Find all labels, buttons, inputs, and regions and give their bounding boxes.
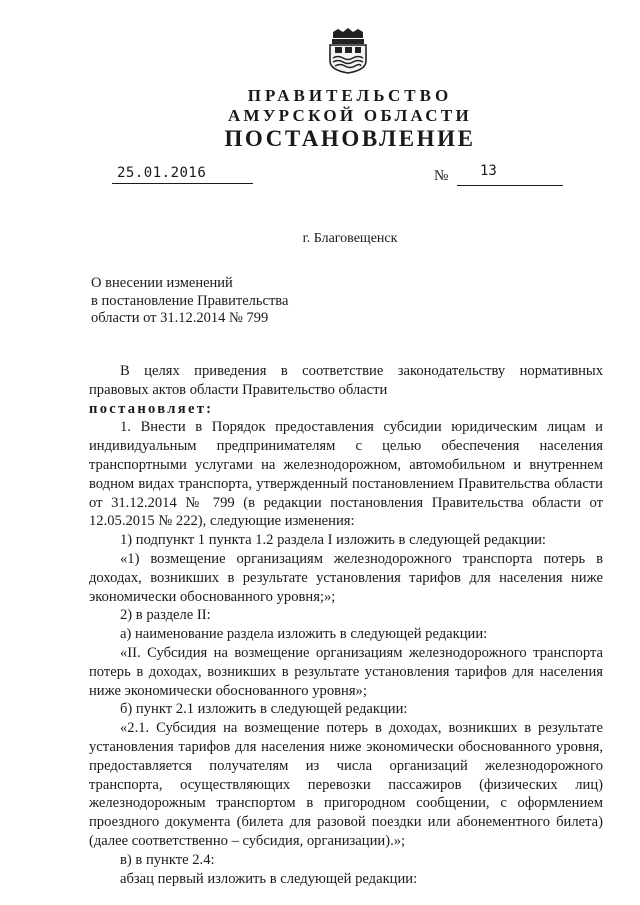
subject-line: в постановление Правительства bbox=[91, 292, 289, 309]
body-line: (далее соответственно – субсидия, организации).»; bbox=[89, 832, 406, 849]
body-line: установления тарифов для населения ниже экономически обоснованного уровня, bbox=[89, 738, 603, 755]
subject-line: области от 31.12.2014 № 799 bbox=[91, 310, 269, 327]
body-line: В целях приведения в соответствие законодательству нормативных bbox=[120, 363, 603, 379]
document-date: 25.01.2016 bbox=[117, 165, 207, 181]
body-line: правовых актов области Правительство области bbox=[89, 381, 388, 398]
body-line: 2) в разделе II: bbox=[120, 607, 211, 624]
date-underline bbox=[112, 183, 253, 184]
body-line: «2.1. Субсидия на возмещение потерь в доходах, возникших в результате bbox=[120, 720, 603, 737]
body-line: ниже экономически обоснованного уровня»; bbox=[89, 682, 367, 699]
body-line: транспортными услугами на железнодорожном, автомобильном и внутреннем bbox=[89, 456, 603, 473]
body-line: в) в пункте 2.4: bbox=[120, 851, 215, 868]
number-label: № bbox=[434, 168, 449, 184]
resolution-keyword: постановляет: bbox=[89, 400, 214, 417]
body-line: доходах, возникших в результате установления тарифов для населения ниже bbox=[89, 569, 603, 586]
number-underline bbox=[457, 185, 563, 186]
body-line: потерь в доходах, возникших в результате установления тарифов для населения bbox=[89, 663, 603, 680]
body-line: а) наименование раздела изложить в следующей редакции: bbox=[120, 626, 488, 643]
body-line: проездного документа (билета для разовой поездки или абонементного билета) bbox=[89, 814, 603, 831]
body-line: б) пункт 2.1 изложить в следующей редакции: bbox=[120, 701, 408, 718]
issue-city: г. Благовещенск bbox=[302, 231, 398, 246]
body-line: абзац первый изложить в следующей редакции: bbox=[120, 870, 418, 887]
body-line: «1) возмещение организациям железнодорожного транспорта потерь в bbox=[120, 550, 603, 567]
document-type-title: ПОСТАНОВЛЕНИЕ bbox=[224, 126, 476, 151]
body-line: индивидуальным предпринимателям с целью обеспечения населения bbox=[89, 438, 603, 455]
document-body bbox=[89, 362, 603, 888]
body-line: «II. Субсидия на возмещение организациям железнодорожного транспорта bbox=[120, 644, 603, 661]
body-line: водном видах транспорта, утвержденный постановлением Правительства области bbox=[89, 475, 603, 492]
authority-name-line1: ПРАВИТЕЛЬСТВО bbox=[247, 86, 453, 105]
body-line: 1. Внести в Порядок предоставления субсидии юридическим лицам и bbox=[120, 419, 603, 436]
body-line: 1) подпункт 1 пункта 1.2 раздела I изложить в следующей редакции: bbox=[120, 532, 546, 549]
body-line: транспорта, осуществляющих перевозки пассажиров (физических лиц) bbox=[89, 776, 603, 793]
document-number: 13 bbox=[480, 163, 497, 179]
coat-of-arms-icon bbox=[327, 28, 369, 74]
body-line: 12.05.2015 № 222), следующие изменения: bbox=[89, 513, 355, 530]
body-line: предоставляется получателям из числа организаций железнодорожного bbox=[89, 757, 603, 774]
authority-name-line2: АМУРСКОЙ ОБЛАСТИ bbox=[227, 106, 473, 125]
document-subject bbox=[91, 275, 288, 328]
subject-line: О внесении изменений bbox=[91, 275, 233, 291]
body-line: экономически обоснованного уровня;»; bbox=[89, 588, 336, 605]
body-line: железнодорожным транспортом в пригородном сообщении, с оформлением bbox=[89, 795, 603, 812]
body-line: от 31.12.2014 № 799 (в редакции постановления Правительства области от bbox=[89, 494, 603, 511]
